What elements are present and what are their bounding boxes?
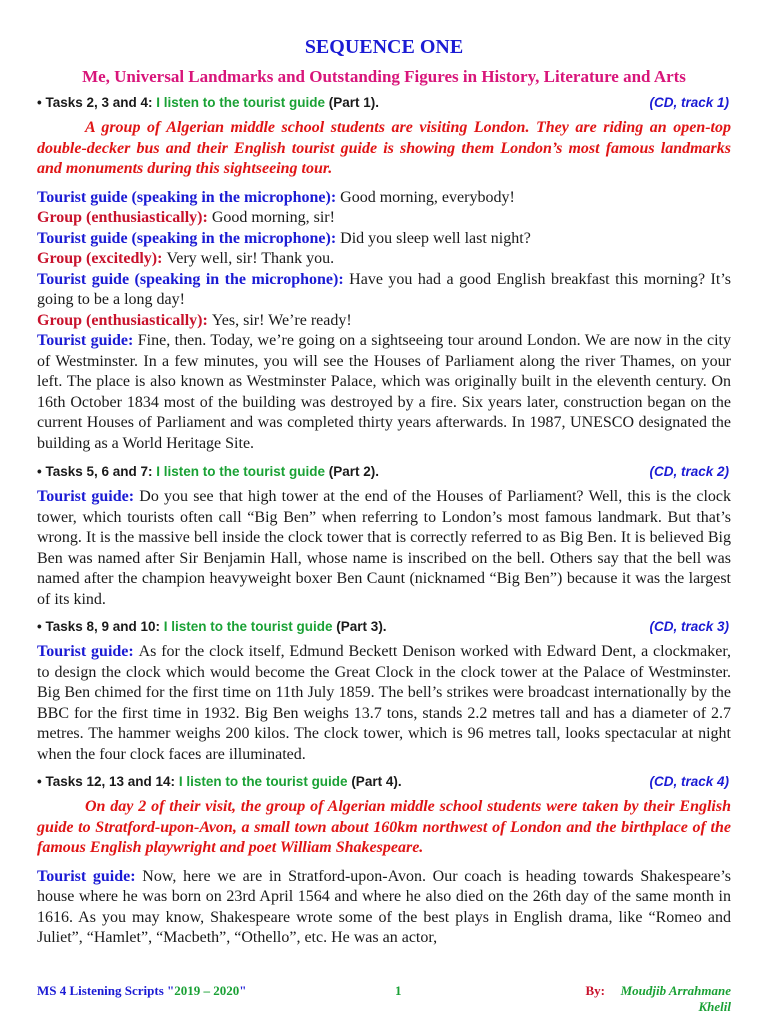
speech-text: Now, here we are in Stratford-upon-Avon. Our coach is heading towards Shakespeare’s house where he was born on 23rd April 1564 and where he also died on the 26th day of the same month in 1616. As you may know, Shakespeare wrote some of the best plays in English drama, like “Romeo and Juliet”, “Hamlet”, “Macbeth”, “Othello”, etc. He was an actor, [37,867,732,946]
speaker-label: Tourist guide: [37,643,139,660]
speaker-label: Group (enthusiastically): [37,209,212,226]
dialogue-line [37,208,731,229]
dialogue-line [37,229,731,250]
part-label: (Part 2). [325,464,380,479]
dialogue-line [37,487,731,610]
cd-track-label: (CD, track 2) [649,464,729,479]
speech-text: Fine, then. Today, we’re going on a sightseeing tour around London. We are now in the city of Westminster. In a few minutes, you will see the Houses of Parliament along the river Thames, on your left. The place is also known as Westminster Palace, which was originally built in the eleventh century. On 16th October 1834 most of the building was destroyed by a fire. Six years later, construction began on the current Houses of Parliament and was completed thirty years afterwards. In 1987, UNESCO designated the building as a World Heritage Site. [37,332,732,452]
dialogue-line [37,188,731,209]
part-label: (Part 3). [332,619,387,634]
footer-by-label: By: [585,983,605,998]
part-label: (Part 4). [347,774,402,789]
dialogue-part-2 [37,487,731,610]
footer-years: 2019 – 2020 [174,983,240,998]
listen-label: I listen to the tourist guide [178,774,348,789]
dialogue-line [37,249,731,270]
speaker-label: Tourist guide: [37,332,138,349]
page-subtitle: Me, Universal Landmarks and Outstanding Figures in History, Literature and Arts [82,67,686,86]
listen-label: I listen to the tourist guide [163,619,333,634]
speech-text: Very well, sir! Thank you. [166,250,335,267]
task-line-part-3 [37,618,731,636]
dialogue-line [37,270,731,311]
footer-doc-label: MS 4 Listening Scripts "2019 – 2020" [37,983,247,998]
document-page [37,34,731,949]
speech-text: Do you see that high tower at the end of the Houses of Parliament? Well, this is the clock tower, which tourists often call “Big Ben” when referring to London’s most famous landmark. But that’s wrong. It is the massive bell inside the clock tower that is correctly referred to as Big Ben. It is believed Big Ben was named after Sir Benjamin Hall, whose name is inscribed on the bell. Others say that the bell was named after the champion heavyweight boxer Ben Caunt (nicknamed “Big Ben”) because it was the largest of its kind. [37,488,732,608]
dialogue-part-4 [37,867,731,949]
page-title: SEQUENCE ONE [304,36,464,58]
part-label: (Part 1). [325,95,380,110]
footer-author: Moudjib Arrahmane Khelil [620,983,731,1014]
speech-text: Good morning, everybody! [340,188,515,206]
cd-track-label: (CD, track 3) [649,619,729,634]
cd-track-label: (CD, track 4) [649,774,729,789]
speaker-label: Tourist guide (speaking in the microphone): [37,270,350,288]
listen-label: I listen to the tourist guide [156,464,326,479]
tasks-label: • Tasks 12, 13 and 14: [37,774,179,789]
speaker-label: Tourist guide: [37,867,143,885]
tasks-label: • Tasks 8, 9 and 10: [37,619,164,634]
narration-paragraph: A group of Algerian middle school students are visiting London. They are riding an open-top double-decker bus and their English tourist guide is showing them London’s most famous landmarks and monuments during this sightseeing tour. [37,119,731,177]
listen-label: I listen to the tourist guide [156,95,326,110]
speaker-label: Group (enthusiastically): [37,311,212,329]
dialogue-part-1 [37,188,731,455]
speaker-label: Group (excitedly): [37,250,167,267]
dialogue-line [37,867,731,949]
task-line-part-2 [37,463,731,481]
cd-track-label: (CD, track 1) [649,95,729,110]
tasks-label: • Tasks 5, 6 and 7: [37,464,157,479]
task-line-part-1 [37,94,731,112]
dialogue-line [37,311,731,332]
speech-text: As for the clock itself, Edmund Beckett Denison worked with Edward Dent, a clockmaker, to design the clock which would become the Great Clock in the clock tower at the Palace of Westminster. Big Ben chimed for the first time on 11th July 1859. The bell’s strikes were broadcast internationally by the BBC for the first time in 1932. Big Ben weighs 13.7 tons, stands 2.2 metres tall and has a diameter of 2.7 metres. The hammer weighs 200 kilos. The clock tower, which is 96 metres tall, looks spectacular at night when the four clock faces are illuminated. [37,643,732,763]
speaker-label: Tourist guide (speaking in the microphone): [37,229,341,247]
tasks-label: • Tasks 2, 3 and 4: [37,95,157,110]
page-footer [37,983,731,1015]
narration-paragraph: On day 2 of their visit, the group of Algerian middle school students were taken by their English guide to Stratford-upon-Avon, a small town about 160km northwest of London and the birthplace of the famous English playwright and poet William Shakespeare. [37,798,731,856]
speech-text: Yes, sir! We’re ready! [211,311,352,329]
dialogue-line [37,331,731,454]
speech-text: Good morning, sir! [211,209,335,226]
page-number: 1 [395,983,402,998]
speech-text: Did you sleep well last night? [340,229,531,247]
dialogue-part-3 [37,642,731,765]
task-line-part-4 [37,773,731,791]
speech-text: Have you had a good English breakfast this morning? It’s going to be a long day! [37,270,732,308]
speaker-label: Tourist guide: [37,488,140,505]
speaker-label: Tourist guide (speaking in the microphone): [37,188,341,206]
dialogue-line [37,642,731,765]
